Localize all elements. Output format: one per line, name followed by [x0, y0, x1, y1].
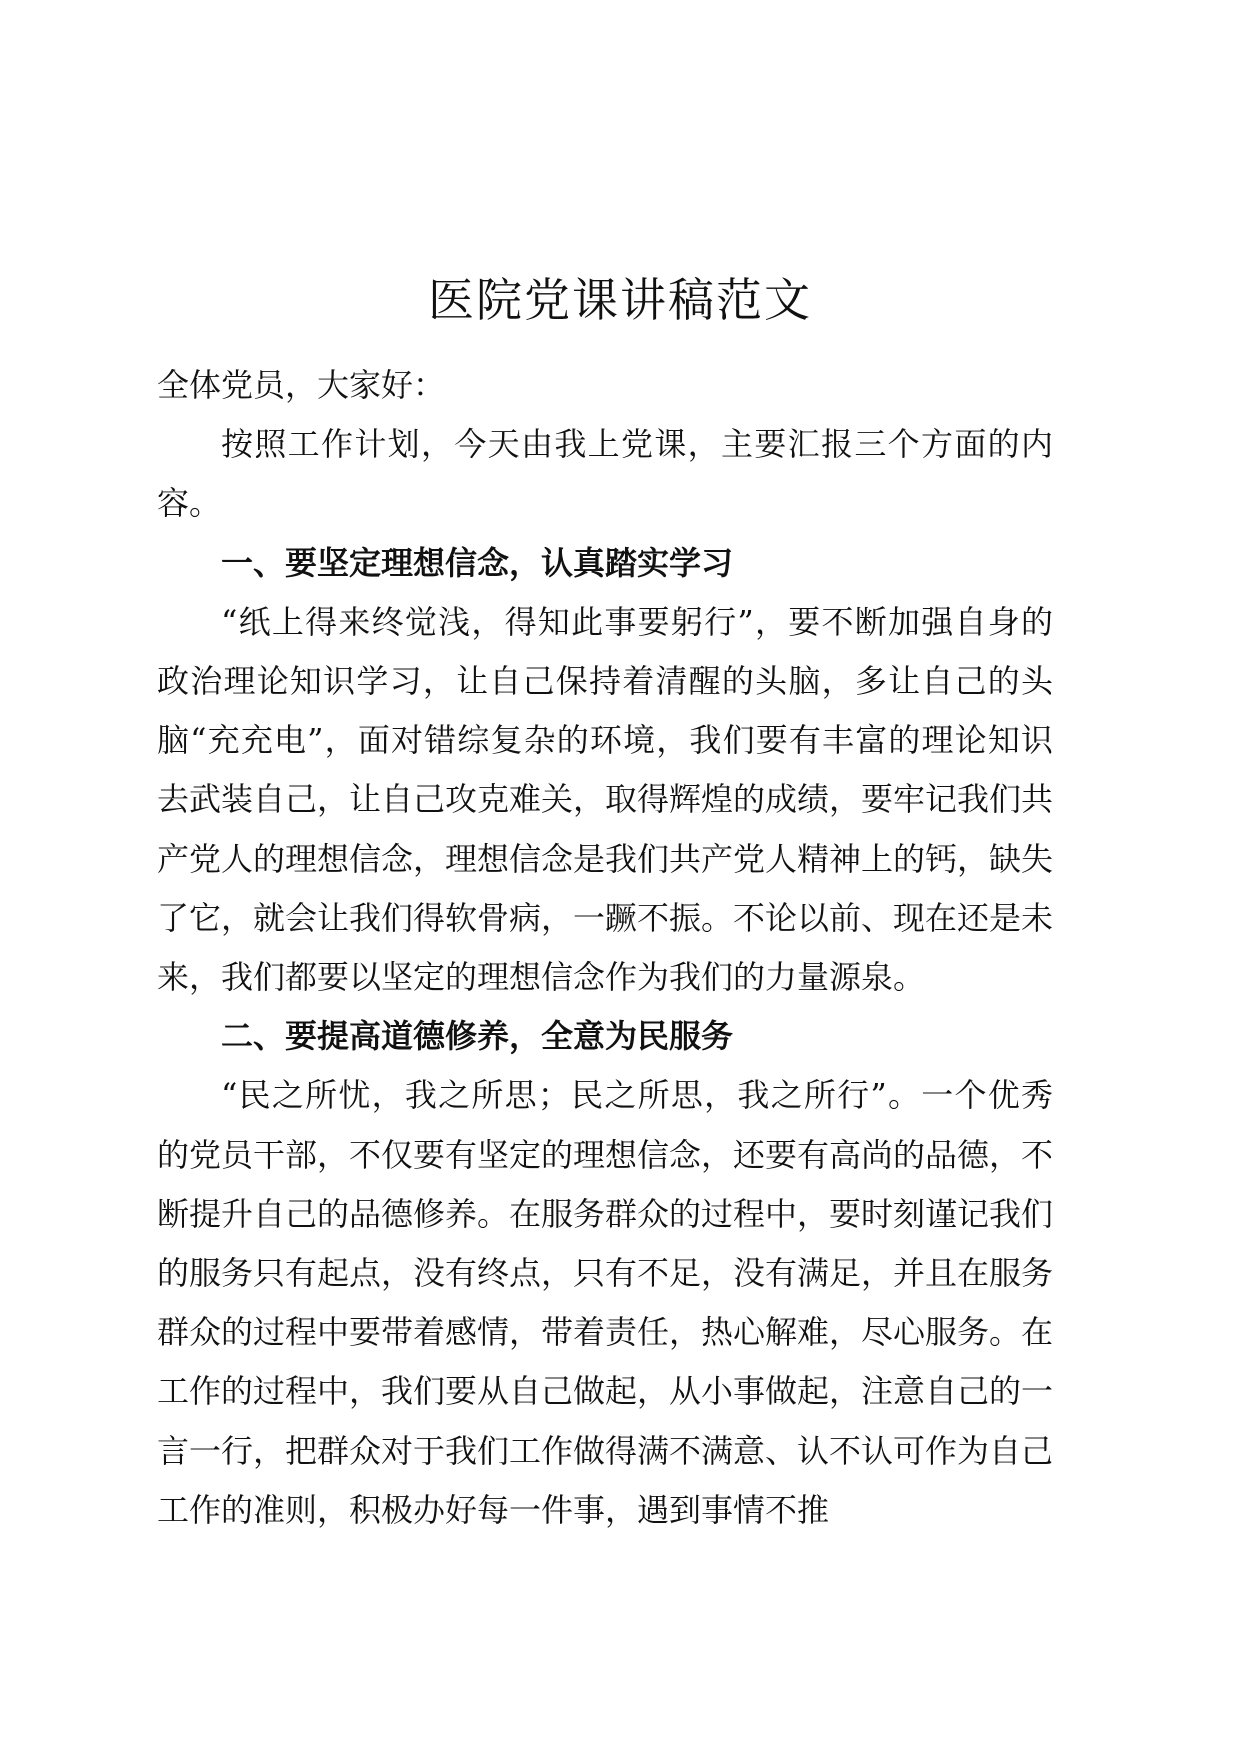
document-body [157, 356, 1053, 1540]
section-1-paragraph: “纸上得来终觉浅，得知此事要躬行”，要不断加强自身的政治理论知识学习，让自己保持着清醒的头脑，多让自己的头脑“充充电”，面对错综复杂的环境，我们要有丰富的理论知识去武装自己，让自己攻克难关，取得辉煌的成绩，要牢记我们共产党人的理想信念，理想信念是我们共产党人精神上的钙，缺失了它，就会让我们得软骨病，一蹶不振。不论以前、现在还是未来，我们都要以坚定的理想信念作为我们的力量源泉。 [157, 602, 1054, 997]
document-title: 医院党课讲稿范文 [428, 273, 812, 327]
section-1-heading: 一、要坚定理想信念，认真踏实学习 [221, 543, 734, 582]
intro-paragraph: 按照工作计划，今天由我上党课，主要汇报三个方面的内容。 [157, 425, 1053, 523]
section-2-heading: 二、要提高道德修养，全意为民服务 [221, 1017, 734, 1056]
salutation: 全体党员，大家好： [157, 366, 446, 404]
section-2-paragraph: “民之所忧，我之所思；民之所思，我之所行”。一个优秀的党员干部，不仅要有坚定的理想信念，还要有高尚的品德，不断提升自己的品德修养。在服务群众的过程中，要时刻谨记我们的服务只有起点，没有终点，只有不足，没有满足，并且在服务群众的过程中要带着感情，带着责任，热心解难，尽心服务。在工作的过程中，我们要从自己做起，从小事做起，注意自己的一言一行，把群众对于我们工作做得满不满意、认不认可作为自己工作的准则，积极办好每一件事，遇到事情不推 [157, 1076, 1054, 1529]
